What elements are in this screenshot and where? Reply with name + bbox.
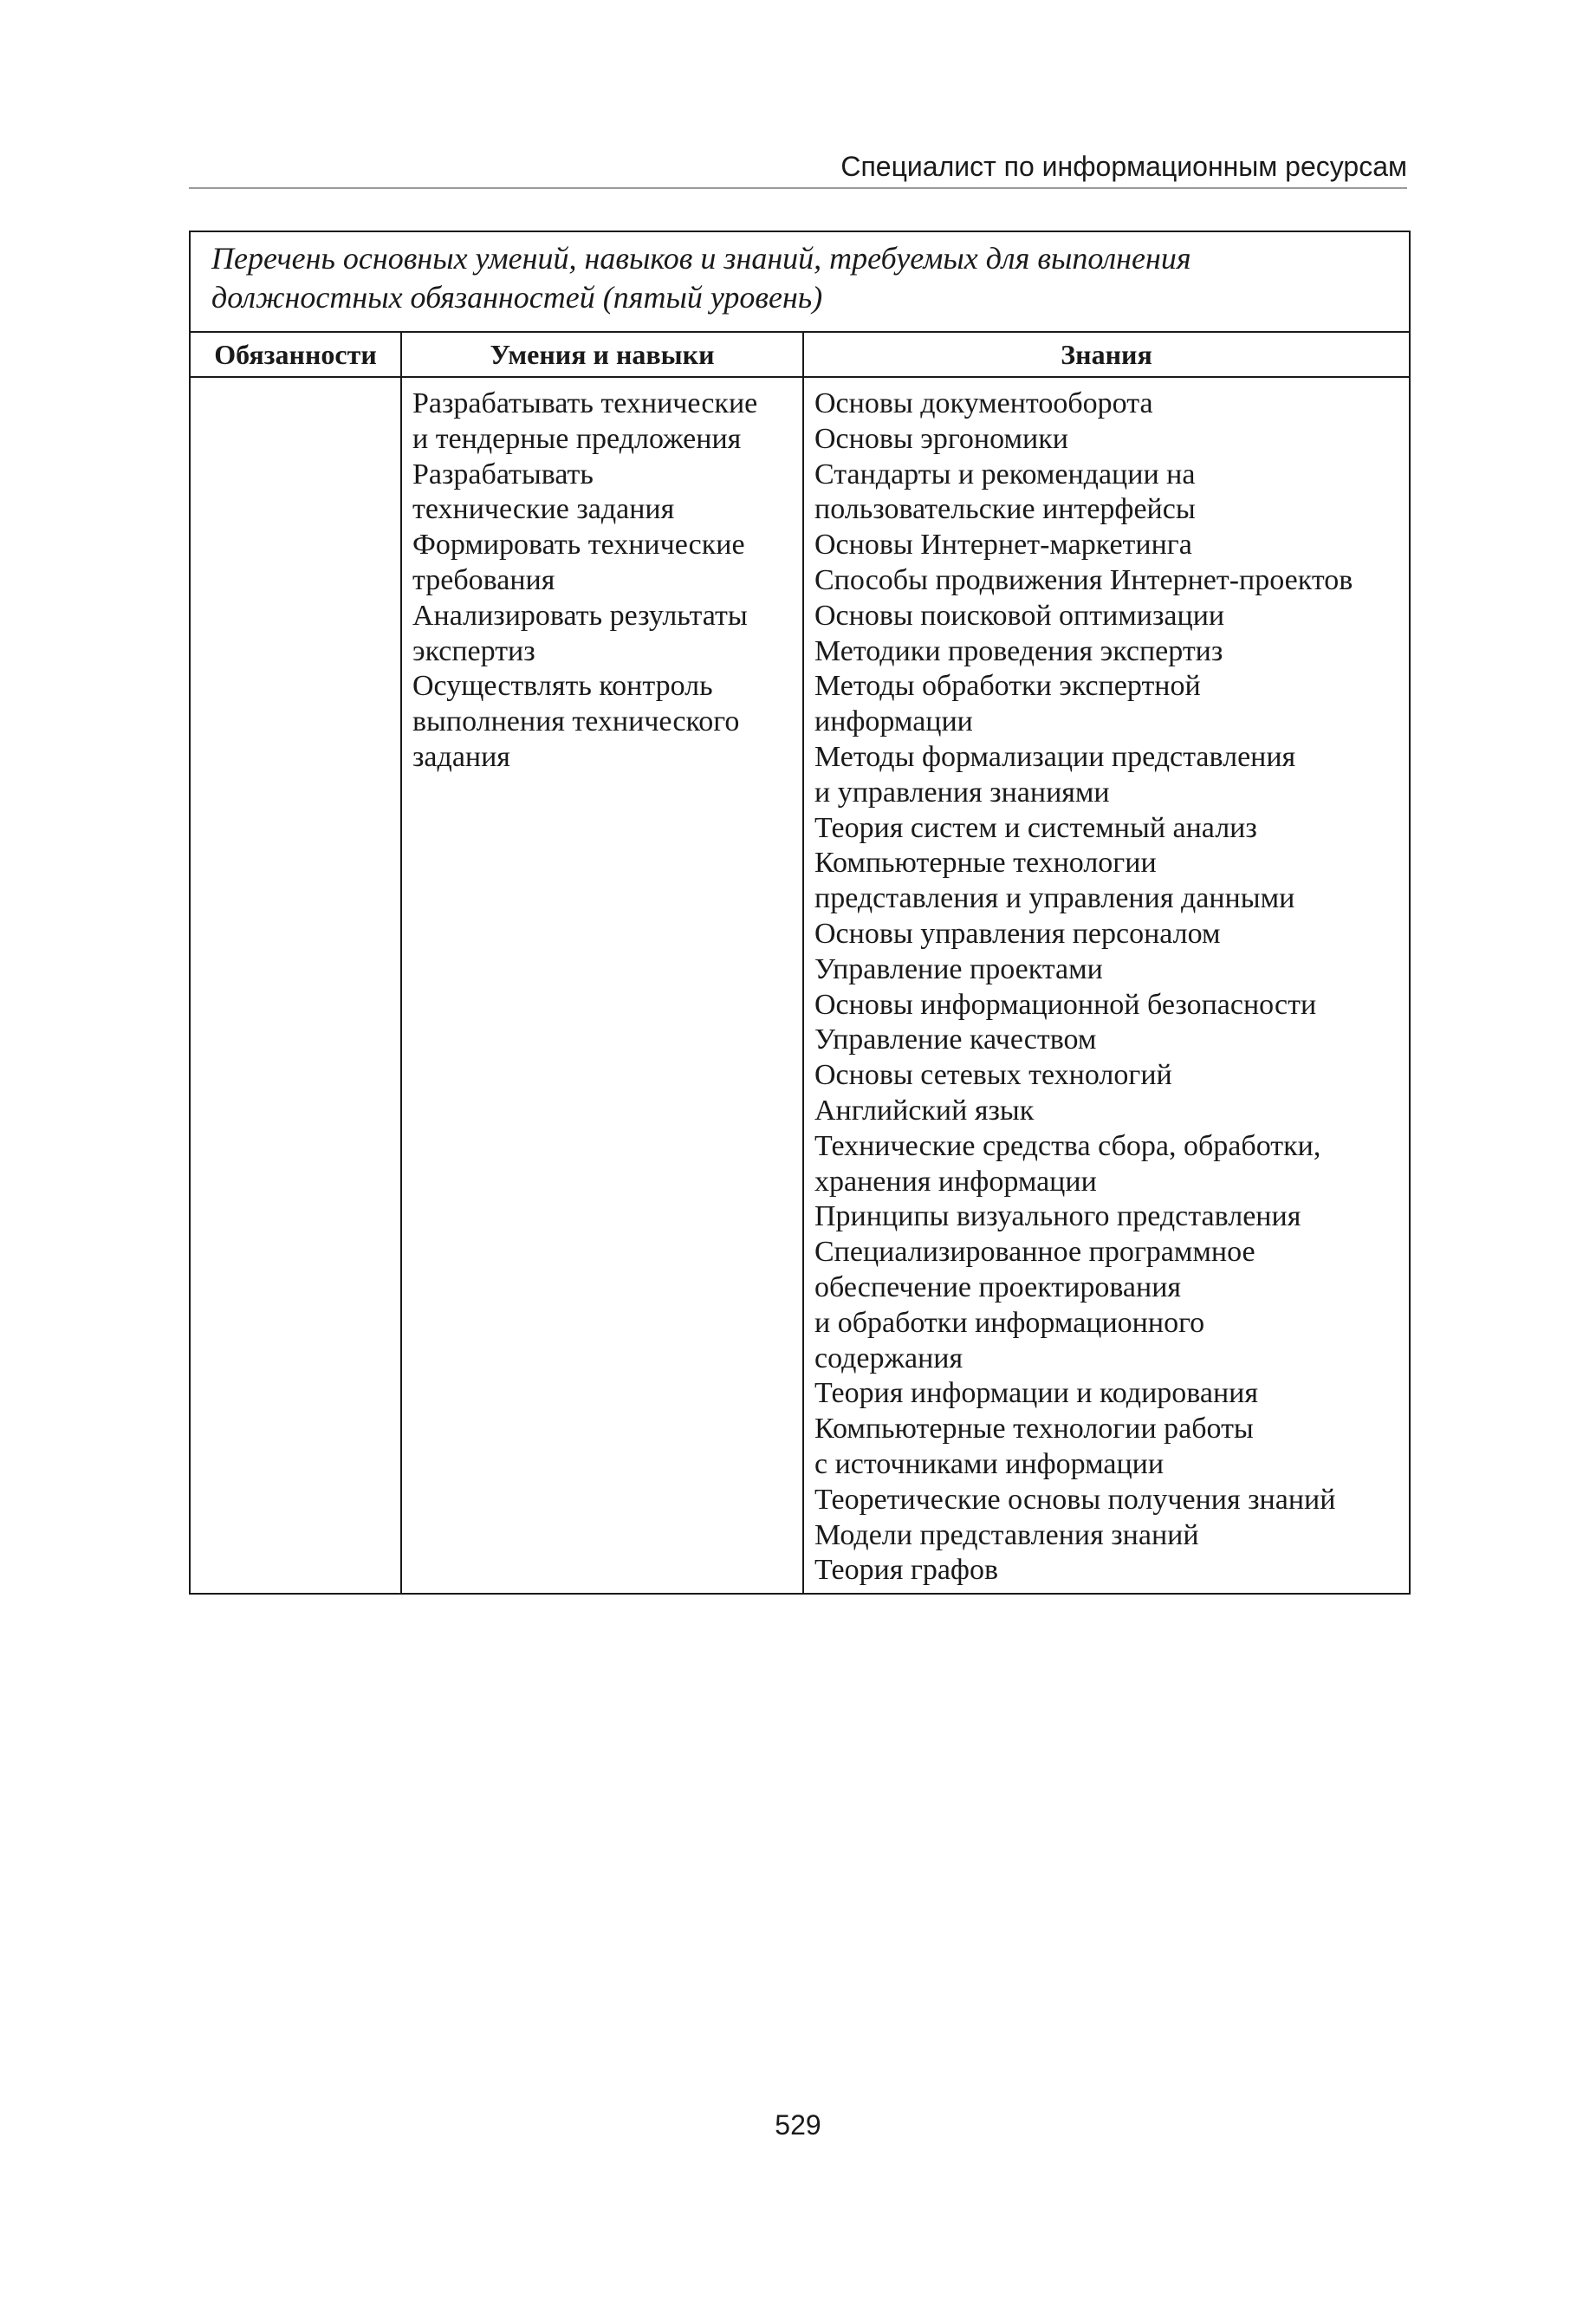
table-caption-line: Перечень основных умений, навыков и знаний, требуемых для выполнения: [211, 241, 1191, 276]
knowledge-item: информации: [814, 705, 973, 738]
column-header-skills: Умения и навыки: [401, 332, 803, 377]
knowledge-item: Основы Интернет-маркетинга: [814, 529, 1192, 562]
knowledge-item: представления и управления данными: [814, 882, 1295, 915]
column-header-knowledge: Знания: [803, 332, 1410, 377]
skill-item: экспертиз: [412, 634, 535, 667]
knowledge-item: Модели представления знаний: [814, 1518, 1199, 1551]
knowledge-item: Основы управления персоналом: [814, 917, 1221, 950]
knowledge-item: Специализированное программное: [814, 1236, 1255, 1269]
knowledge-item: и обработки информационного: [814, 1306, 1205, 1339]
knowledge-item: Способы продвижения Интернет-проектов: [814, 563, 1353, 596]
competency-table: [189, 231, 1411, 1595]
skill-item: Анализировать результаты: [412, 599, 748, 632]
table-caption-row: [190, 231, 1410, 332]
skill-item: и тендерные предложения: [412, 422, 742, 455]
knowledge-item: Основы информационной безопасности: [814, 988, 1317, 1021]
knowledge-item: обеспечение проектирования: [814, 1270, 1182, 1303]
knowledge-item: Компьютерные технологии работы: [814, 1413, 1254, 1446]
knowledge-item: Теория систем и системный анализ: [814, 811, 1257, 844]
knowledge-item: содержания: [814, 1342, 963, 1374]
skill-item: выполнения технического: [412, 705, 740, 738]
knowledge-item: Методы обработки экспертной: [814, 670, 1201, 703]
knowledge-item: Теория графов: [814, 1554, 999, 1587]
knowledge-cell: [803, 377, 1410, 1594]
knowledge-item: Компьютерные технологии: [814, 847, 1157, 880]
knowledge-item: Управление проектами: [814, 952, 1103, 985]
knowledge-item: Основы эргономики: [814, 422, 1068, 455]
knowledge-item: Теоретические основы получения знаний: [814, 1483, 1336, 1516]
page-number: 529: [775, 2109, 821, 2141]
table-caption: [190, 231, 1410, 332]
column-header-duties: Обязанности: [190, 332, 401, 377]
skill-item: требования: [412, 563, 555, 596]
knowledge-item: Стандарты и рекомендации на: [814, 458, 1196, 491]
skill-item: Разрабатывать: [412, 458, 594, 491]
skill-item: Разрабатывать технические: [412, 387, 758, 419]
skill-item: задания: [412, 740, 510, 773]
knowledge-item: Методики проведения экспертиз: [814, 634, 1223, 667]
running-header: [189, 146, 1407, 189]
knowledge-item: пользовательские интерфейсы: [814, 493, 1196, 526]
knowledge-item: и управления знаниями: [814, 776, 1110, 809]
knowledge-item: Управление качеством: [814, 1023, 1097, 1056]
skill-item: технические задания: [412, 493, 675, 526]
knowledge-item: Основы поисковой оптимизации: [814, 599, 1225, 632]
knowledge-item: Теория информации и кодирования: [814, 1377, 1258, 1410]
knowledge-item: Принципы визуального представления: [814, 1200, 1301, 1233]
skills-cell: [401, 377, 803, 1594]
knowledge-item: Основы сетевых технологий: [814, 1059, 1172, 1092]
skill-item: Формировать технические: [412, 529, 745, 562]
knowledge-item: хранения информации: [814, 1165, 1097, 1198]
knowledge-item: Английский язык: [814, 1094, 1035, 1127]
table-body-row: [190, 377, 1410, 1594]
skill-item: Осуществлять контроль: [412, 670, 713, 703]
table-caption-line: должностных обязанностей (пятый уровень): [211, 280, 823, 315]
duties-cell: [190, 377, 401, 1594]
table-header-row: [190, 332, 1410, 377]
running-header-text: Специалист по информационным ресурсам: [840, 151, 1407, 182]
knowledge-item: Основы документооборота: [814, 387, 1153, 419]
knowledge-item: Технические средства сбора, обработки,: [814, 1129, 1321, 1162]
knowledge-item: Методы формализации представления: [814, 740, 1296, 773]
knowledge-item: с источниками информации: [814, 1447, 1165, 1480]
